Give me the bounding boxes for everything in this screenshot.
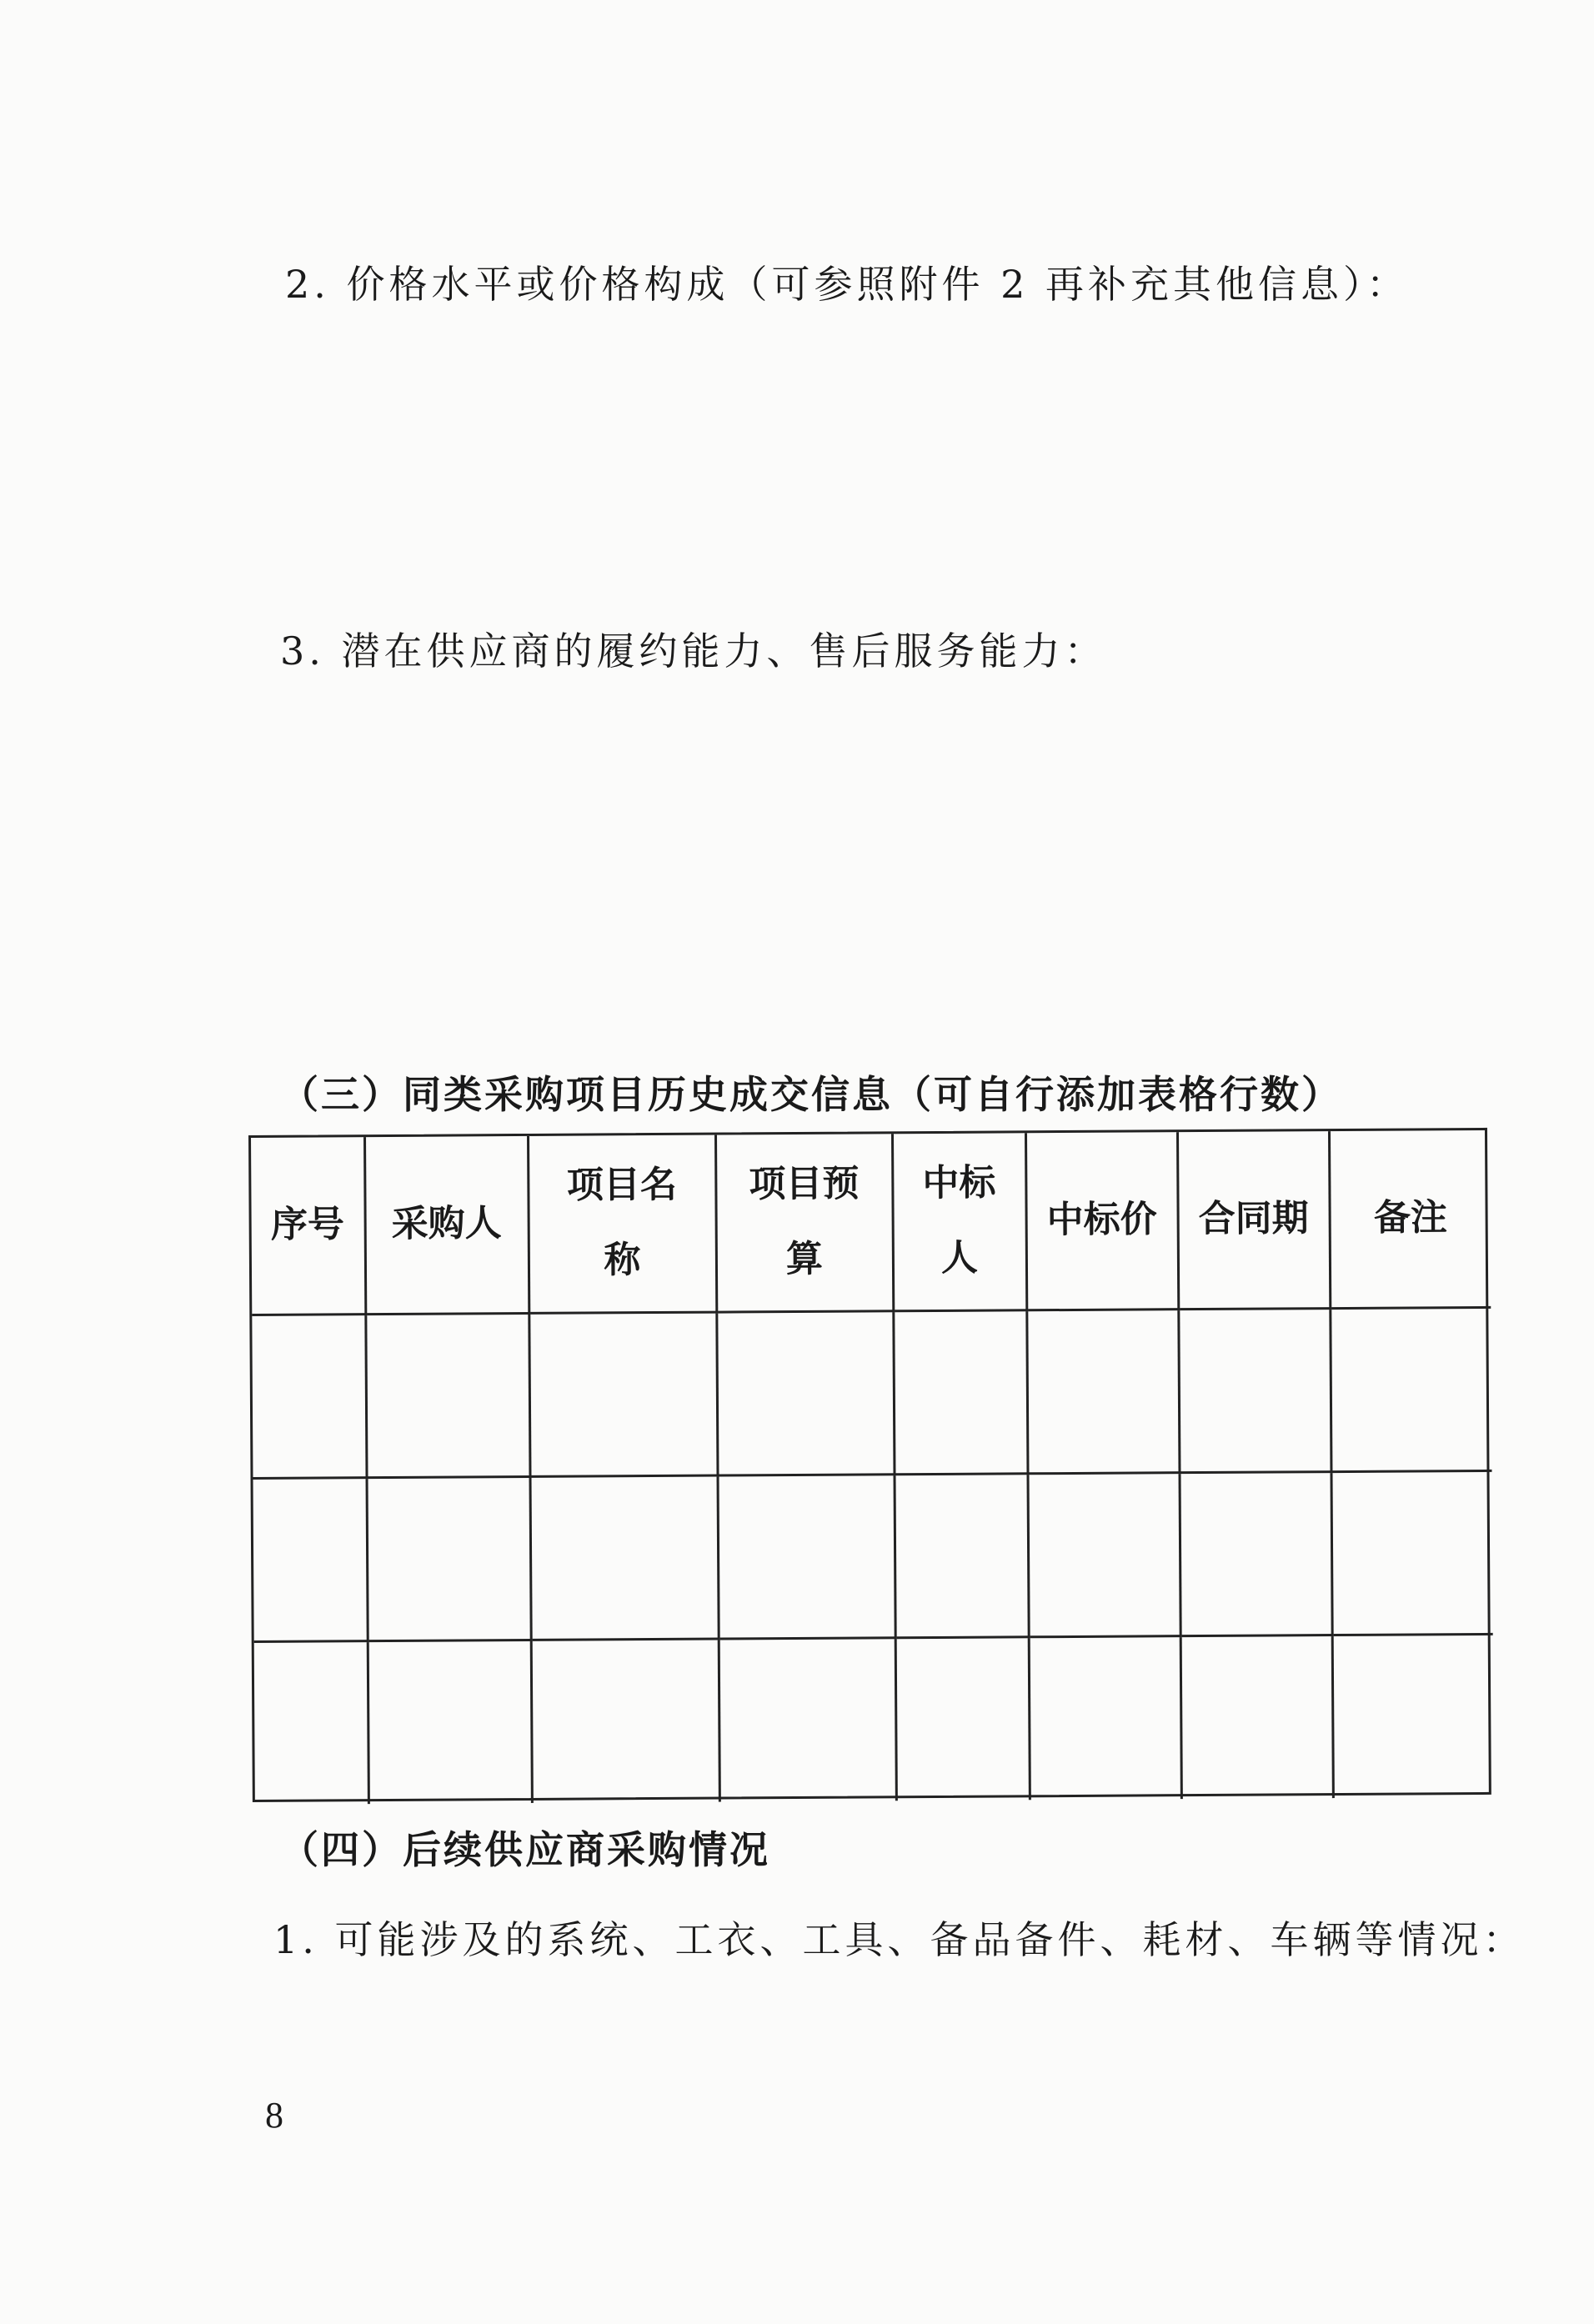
price-level-paragraph: 2. 价格水平或价格构成（可参照附件 2 再补充其他信息）： <box>285 262 1410 307</box>
col-header-remarks: 备注 <box>1329 1130 1491 1308</box>
table-cell <box>1331 1470 1492 1635</box>
table-cell <box>1026 1309 1179 1473</box>
col-header-serial-no: 序号 <box>251 1137 365 1315</box>
table-row <box>252 1307 1491 1478</box>
table-cell <box>894 1473 1028 1637</box>
table-row <box>254 1634 1494 1805</box>
table-cell <box>1332 1634 1494 1798</box>
table-cell <box>529 1312 717 1476</box>
col-header-project-budget: 项目预 算 <box>715 1134 893 1311</box>
table-row <box>253 1470 1493 1641</box>
col-header-contract-period: 合同期 <box>1177 1131 1330 1309</box>
table-cell <box>531 1639 719 1803</box>
col-header-purchaser: 采购人 <box>364 1136 529 1314</box>
table-cell <box>1180 1635 1333 1799</box>
col-header-winning-bidder: 中标 人 <box>892 1133 1026 1310</box>
table-cell <box>368 1640 532 1804</box>
section-three-heading: （三）同类采购项目历史成交信息（可自行添加表格行数） <box>280 1072 1342 1117</box>
section-four-item-1: 1. 可能涉及的系统、工衣、工具、备品备件、耗材、车辆等情况： <box>273 1917 1526 1962</box>
table-cell <box>367 1476 531 1640</box>
table-cell <box>1330 1307 1491 1471</box>
history-transactions-table <box>248 1128 1491 1802</box>
table-cell <box>1179 1471 1331 1635</box>
page-number: 8 <box>265 2095 283 2136</box>
table-cell <box>1178 1308 1331 1472</box>
section-four-heading: （四）后续供应商采购情况 <box>280 1827 770 1872</box>
table-cell <box>1027 1472 1180 1636</box>
table-cell <box>895 1636 1030 1801</box>
table-cell <box>1029 1635 1181 1800</box>
table-cell <box>253 1477 368 1641</box>
table-header-row <box>251 1130 1491 1315</box>
table-cell <box>254 1640 368 1805</box>
col-header-winning-price: 中标价 <box>1025 1132 1178 1310</box>
supplier-capability-paragraph: 3. 潜在供应商的履约能力、售后服务能力： <box>280 629 1107 674</box>
table-cell <box>893 1310 1027 1474</box>
table-cell <box>716 1310 894 1475</box>
table-cell <box>719 1637 896 1801</box>
table-cell <box>530 1475 719 1640</box>
table-cell <box>718 1474 895 1638</box>
col-header-project-name: 项目名 称 <box>528 1135 716 1313</box>
table-cell <box>365 1313 529 1477</box>
table-cell <box>252 1314 366 1478</box>
